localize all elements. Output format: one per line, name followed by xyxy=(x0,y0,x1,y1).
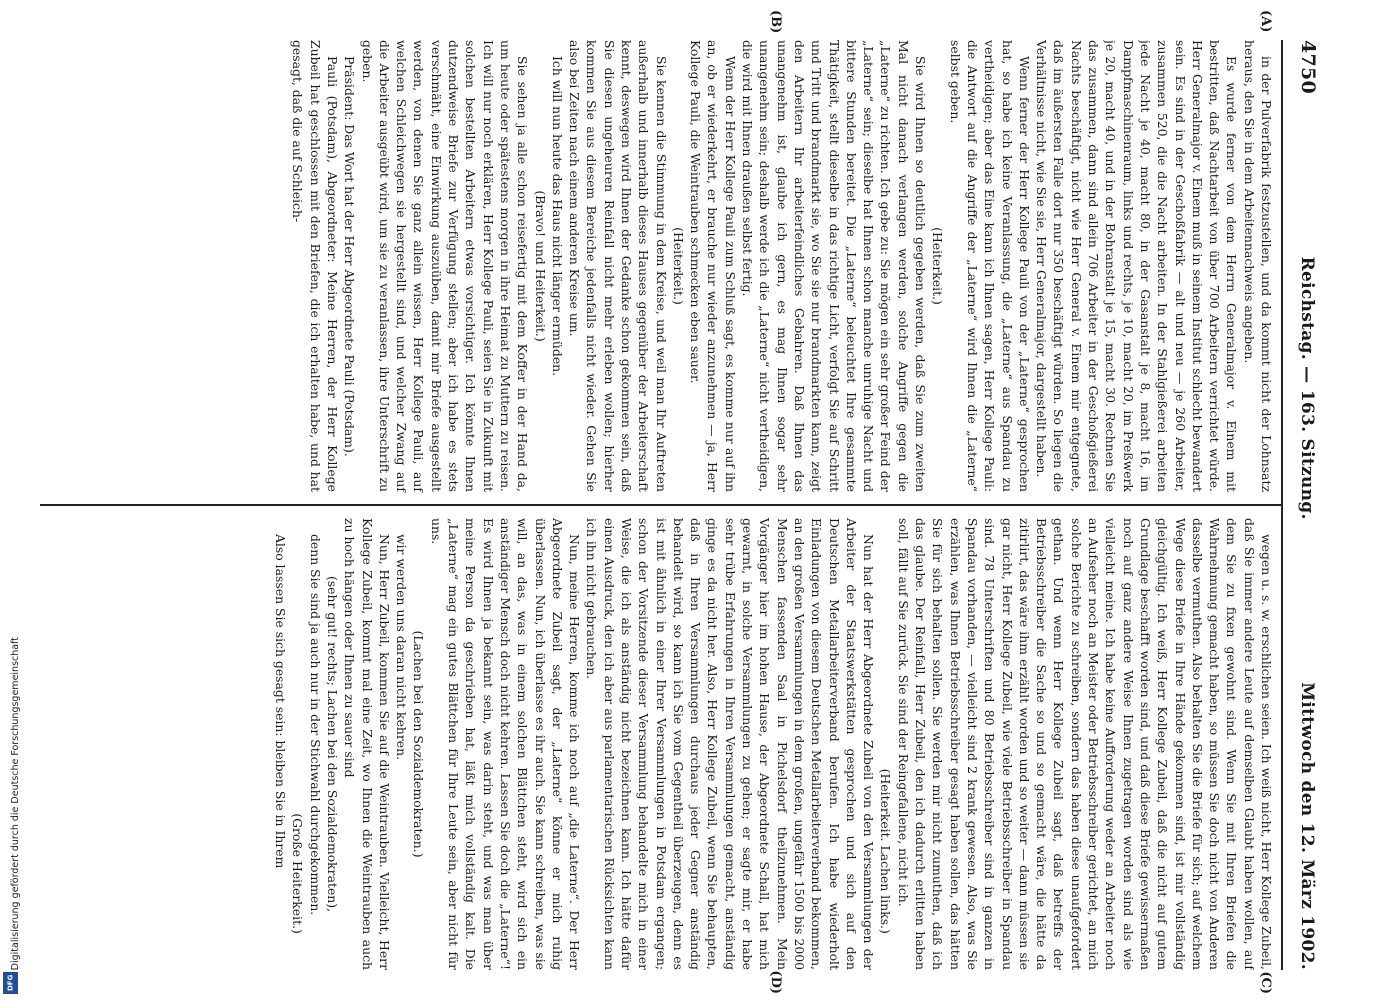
paragraph: Also lassen Sie sich gesagt sein: bleiben Sie in Ihrem xyxy=(273,534,289,869)
margin-marker-b: (B) xyxy=(768,10,783,34)
text-columns xyxy=(40,40,1275,970)
digitization-credit xyxy=(0,0,20,1000)
stage-direction: (Große Heiterkeit.) xyxy=(290,813,306,934)
credit-text: Digitalisierung gefördert durch die Deutsche Forschungsgemeinschaft xyxy=(10,636,21,970)
paragraph: denn Sie sind ja auch nur in der Stichwahl durchgekommen. xyxy=(307,534,323,916)
page-header xyxy=(1283,40,1319,970)
margin-marker-a: (A) xyxy=(1258,10,1273,33)
paragraph: Sie kennen die Stimmung in dem Kreise, und weil man Ihr Auftreten außerhalb und innerhalb dieses Hauses gegenüber der Arbeiterschaft kennt, deswegen wird Ihnen der Gedanke schon gekommen sein, daß Sie diesen ungeheuren Reinfall nicht mehr erleben wollen; hierher kommen Sie aus diesem Bereiche jedenfalls nicht wieder. Gehen Sie also bei Zeiten nach einem anderen Kreise um. xyxy=(567,40,669,492)
stage-direction: (Heiterkeit.) xyxy=(930,227,946,305)
stage-direction: (Lachen bei den Sozialdemokraten.) xyxy=(411,630,427,858)
paragraph: Sie sehen ja alle schon reisefertig mit dem Koffer in der Hand da, um heute oder spätestens morgen in ihre Heimat zu Muttern zu reisen. Ich will nur noch erklären, Herr Kollege Pauli, seien Sie in Zukunft mit solchen bestellten Arbeitern etwas vorsichtiger. Ich könnte Ihnen dutzendweise Briefe zur Verfügung stellen; aber ich habe es stets verschmäht, eine Einwirkung auszuüben, damit mir Briefe ausgestellt werden, von denen Sie ganz allein wissen, Herr Kollege Pauli, auf welchen Schleichwegen sie hergestellt sind, und welcher Zwang auf die Arbeiter ausgeübt wird, um sie zu veranlassen, ihre Unterschrift zu geben. xyxy=(359,40,531,492)
paragraph: Ich will nun heute das Haus nicht länger ermüden. xyxy=(549,56,565,377)
paragraph: wegen u. s. w. erschlichen seien. Ich weiß nicht, Herr Kollege Zubeil, daß Sie immer andere Leute auf demselben Glaubt haben wollen, auf dem Sie zu fixen gewohnt sind. Wenn Sie mit Ihren Briefen die Wahrnehmung gemacht haben, so müssen Sie doch nicht von Anderen dasselbe vermuthen. Also behalten Sie die Briefe für sich; auf welchem Wege diese Briefe in Ihre Hände gekommen sind, ist mir vollständig gleichgültig. Ich weiß, Herr Kollege Zubeil, daß die nicht auf gutem Grundlage beschafft worden sind, und daß diese Briefe gewissermaßen noch auf ganz andere Weise Ihnen zugetragen worden sind als wie vielleicht meine. Ich habe keine Aufforderung weder an Arbeiter noch an Aufseher noch an Meister oder Betriebsschreiber gerichtet, an mich solche Berichte zu schreiben, sondern das haben diese unaufgefordert gethan. Und wenn Herr Kollege Zubeil sagt, daß betreffs der Betriebsschreiber die Sache so und so gemacht wäre, die hätte da zitirlirt, das wäre ihm erzählt worden und so weiter — dann müssen sie gar nicht, Herr Kollege Zubeil, wie viele Betriebsschreiber in Spandau sind. 78 Unterschriften und 80 Betriebsschreiber sind in ganzen in Spandau vorhanden, — vielleicht sind 2 krank gewesen. Also, was Sie erzählen, was Ihnen Betriebsschreiber gesagt haben sollen, das hätten Sie für sich behalten sollen. Sie werden mir nicht zumuthen, daß ich das glaube. Der Reinfall, Herr Zubeil, den ich dadurch erlitten haben soll, fällt auf Sie zurück. Sie sind der Reingefallene, nicht ich. xyxy=(895,518,1274,970)
paragraph: Sie wird Ihnen so deutlich gegeben werden, daß Sie zum zweiten Mal nicht danach verlangen werden, solche Angriffe gegen die „Laterne“ zu richten. Ich gebe zu: Sie mögen ein sehr großer Feind der „Laterne“ sein; dieselbe hat Ihnen schon manche unruhige Nacht und bittere Stunden bereitet. Die „Laterne“ beleuchtet Ihre gesammte Thätigkeit, stellt dieselbe in das richtige Licht, verfolgt Sie auf Schritt und Tritt und brandmarkt sie, wo Sie sie nur brandmarkten kann, zeigt den Arbeitern Ihr arbeiterfeindliches Gebahren. Daß Ihnen das unangenehm ist, glaube ich gern, es mag Ihnen sogar sehr unangenehm sein; deshalb werde ich die „Laterne“ nicht vertheidigen, die wird mit Ihnen draußen selbst fertig. xyxy=(740,40,929,492)
paragraph: Wenn der Herr Kollege Pauli zum Schluß sagt, es komme nur auf ihn an, ob er wiederkehrt, er brauche nur wieder anzunehmen — ja, Herr Kollege Pauli, die Weintrauben schmecken eben sauer. xyxy=(688,40,738,492)
margin-marker-d: (D) xyxy=(768,970,783,994)
paragraph: wir werden uns daran nicht kehren. xyxy=(394,534,410,761)
paragraph: Nun hat der Herr Abgeordnete Zubeil von den Versammlungen der Arbeiter der Staatswerkstätten gesprochen und sich auf den Deutschen Metallarbeiterverband berufen. Ich habe wiederholt Einladungen von diesem Deutschen Metallarbeiterverband bekommen, an den großen Versammlungen in dem großen, ungefähr 1500 bis 2000 Menschen fassenden Saal in Pichelsdorf theilzunehmen. Mein Vorgänger hier im hohen Hause, der Abgeordnete Schall, hat mich gewarnt, in solche Versammlungen zu gehen; er sagte mir, er habe sehr trübe Erfahrungen in Ihren Versammlungen gemacht, anständig ginge es da nicht her. Also, Herr Kollege Zubeil, wenn Sie behaupten, daß in Ihren Versammlungen durchaus jeder Gegner anständig behandelt wird, so kann ich Sie vom Gegentheil überzeugen, denn es ist mit ähnlich in einer Ihrer Versammlungen in Potsdam ergangen; schon der Vorsitzende dieser Versammlung behandelte mich in einer Weise, die ich als anständig nicht bezeichnen kann. Ich hätte dafür einen Ausdruck, den ich aber aus parlamentarischen Rücksichten kann ich ihn nicht gebrauchen. xyxy=(584,518,877,970)
left-column xyxy=(40,40,1275,504)
stage-direction: (Heiterkeit. Lachen links.) xyxy=(878,768,894,934)
stage-direction: (Bravo! und Heiterkeit.) xyxy=(532,190,548,342)
page-date: Mittwoch den 12. März 1902. xyxy=(1297,682,1317,970)
paragraph: Nun, Herr Zubeil, kommen Sie auf die Weintrauben. Vielleicht, Herr Kollege Zubeil, kommt mal eine Zeit, wo Ihnen die Weintrauben auch zu hoch hängen oder Ihnen zu sauer sind xyxy=(342,518,392,970)
stage-direction: (Heiterkeit.) xyxy=(670,227,686,305)
speaker-paragraph: Pauli (Potsdam), Abgeordneter: Meine Herren, der Herr Kollege Zubeil hat geschlossen mit den Briefen, die ich erhalten habe, und hat gesagt, daß die auf Schleich- xyxy=(290,40,340,492)
right-column xyxy=(40,506,1275,970)
paragraph: Nun, meine Herren, komme ich noch auf „die Laterne“. Der Herr Abgeordnete Zubeil sagt, der „Laterne“ könne er mich ruhig überlassen. Nun, ich überlasse es ihr auch. Sie kann schreiben, was sie will, an das, was in einem solchen Blättchen steht, wird sich ein anständiger Mensch doch nicht kehren. Lassen Sie doch die „Laterne“! Es wird Ihnen ja bekannt sein, was darin steht, und was man über meine Person da geschrieben hat, läßt mich vollständig kalt. Die „Laterne“ mag ein gutes Blättchen für Ihre Leute sein, aber nicht für uns. xyxy=(428,518,583,970)
margin-marker-c: (C) xyxy=(1258,971,1273,994)
page-title: Reichstag. — 163. Sitzung. xyxy=(1297,256,1317,520)
dfg-logo-icon: DFG xyxy=(3,972,18,994)
stage-direction: (sehr gut! rechts; Lachen bei den Sozialdemokraten), xyxy=(324,575,340,913)
speaker-paragraph: Präsident: Das Wort hat der Herr Abgeordnete Pauli (Potsdam). xyxy=(342,56,358,457)
paragraph: in der Pulverfabrik festzustellen, und da kommt nicht der Lohnsatz heraus, den Sie in dem Arbeitennachweis angeben. xyxy=(1241,40,1274,492)
paragraph: Es wurde ferner von dem Herrn Generalmajor v. Einem mit bestritten, daß Nachtarbeit von über 700 Arbeitern verrichtet würde. Herr Generalmajor v. Einem muß in seinem Institut schlecht bewandert sein. Es sind in der Geschoßfabrik — alt und neu — je 260 Arbeiter, zusammen 520, die die Nacht arbeiten. In der Stahlgießerei arbeiten jede Nacht je 40, macht 80, in der Gasanstalt je 8, macht 16, im Dampfmaschinenraum, links und rechts, je 10, macht 20, im Preßwerk je 20, macht 40, und in der Bohranstalt je 15, macht 30. Rechnen Sie das zusammen, dann sind allein 706 Arbeiter in der Geschoßgießerei Nachts beschäftigt, nicht wie Herr General v. Einem mir entgegnete, daß im äußersten Falle dort nur 350 beschäftigt würden. So liegen die Verhältnisse nicht, wie Sie sie, Herr Generalmajor, dargestellt haben. xyxy=(1034,40,1240,492)
paragraph: Wenn ferner der Herr Kollege Pauli von der „Laterne“ gesprochen hat, so habe ich keine Veranlassung, die „Laterne“ aus Spandau zu vertheidigen; aber das Eine kann ich Ihnen sagen, Herr Kollege Pauli: die Antwort auf die Angriffe der „Laterne“ wird Ihnen die „Laterne“ selbst geben. xyxy=(947,40,1032,492)
page-number: 4750 xyxy=(1297,40,1319,95)
